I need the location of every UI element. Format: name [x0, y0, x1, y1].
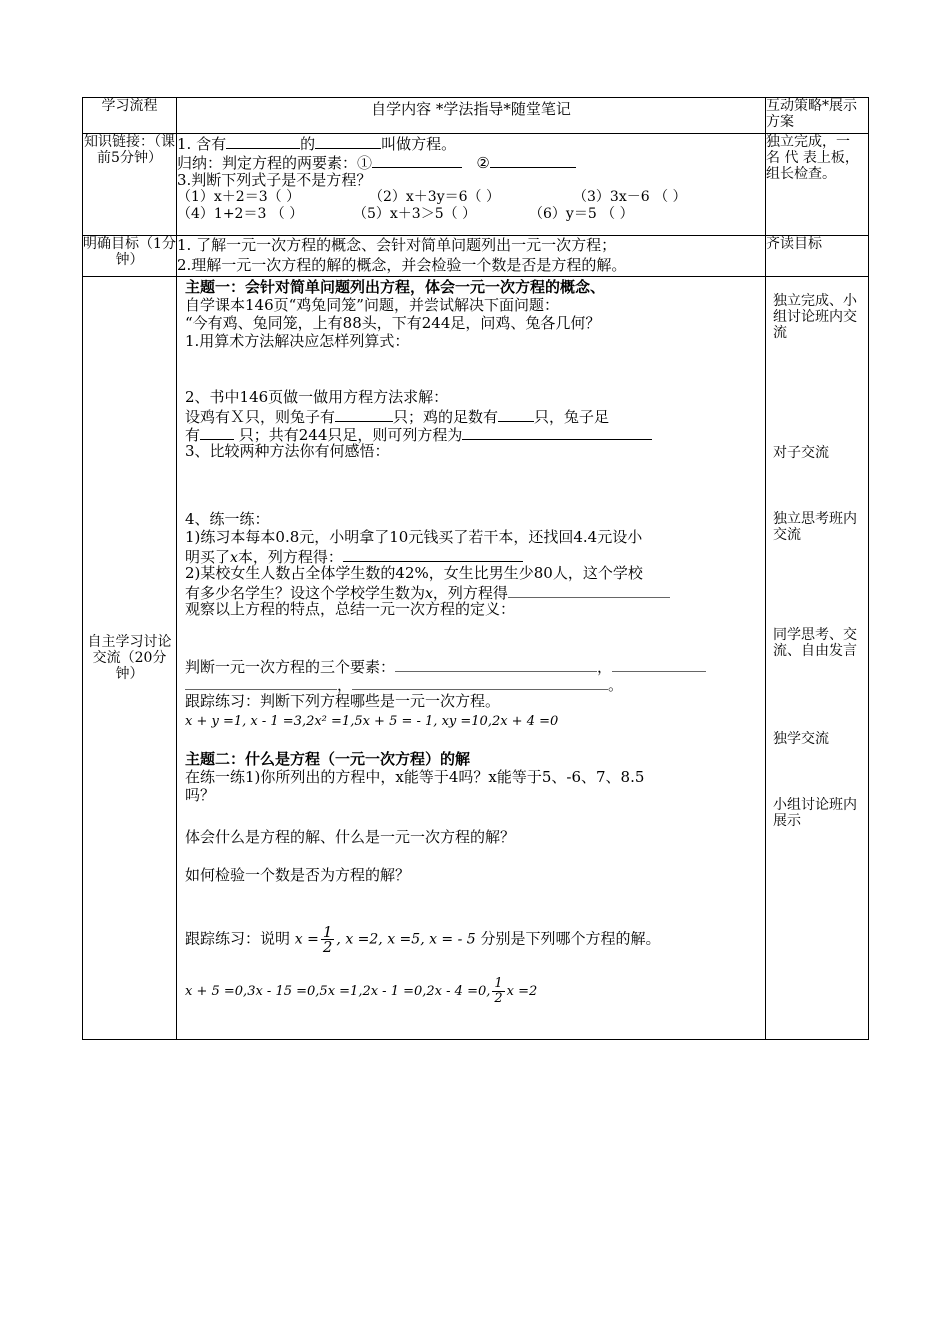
study-content — [177, 277, 766, 1040]
knowledge-line-2: 归纳：判定方程的两要素：① ② — [177, 153, 765, 172]
blank — [498, 407, 534, 422]
study-strategy — [766, 277, 869, 1040]
study-paragraph: 有多少名学生？设这个学校学生数为x，列方程得 — [185, 583, 670, 603]
header-row — [83, 98, 869, 134]
header-process: 学习流程 — [83, 98, 177, 134]
goals-content — [177, 236, 766, 277]
goal-2: 2.理解一元一次方程的解的概念，并会检验一个数是否是方程的解。 — [177, 256, 627, 274]
knowledge-strategy: 独立完成，一 名 代 表上板，组长检查。 — [766, 134, 869, 236]
blank — [612, 657, 706, 672]
goals-label: 明确目标（1分钟） — [83, 236, 177, 277]
knowledge-line-4: （1）x＋2＝3（ ） （2）x＋3y＝6（ ） （3）3x－6 （ ） — [177, 189, 687, 205]
equation-list-1: x + y =1, x - 1 =3,2x² =1,5x + 5 = - 1, xy =10,2x + 4 =0 — [185, 714, 559, 729]
knowledge-row — [83, 134, 869, 236]
study-label: 自主学习讨论交流（20分钟） — [83, 277, 177, 1040]
blank — [200, 425, 234, 440]
study-paragraph: 观察以上方程的特点，总结一元一次方程的定义： — [185, 600, 516, 618]
blank — [462, 425, 652, 440]
strategy-note: 独立完成、小组讨论班内交流 — [773, 293, 857, 341]
study-paragraph: “今有鸡、兔同笼，上有88头，下有244足，问鸡、兔各几何？ — [185, 314, 601, 332]
blank — [352, 675, 608, 690]
fraction-one-half: $\frac{1}{2}$ — [322, 923, 333, 956]
study-paragraph: ， 。 — [185, 675, 623, 694]
study-paragraph: 如何检验一个数是否为方程的解？ — [185, 866, 411, 884]
study-paragraph: 体会什么是方程的解、什么是一元一次方程的解？ — [185, 828, 516, 846]
knowledge-line-3: 3.判断下列式子是不是方程？ — [177, 171, 372, 189]
fraction-one-half: $\frac{1}{2}$ — [494, 976, 503, 1006]
study-paragraph: 吗？ — [185, 786, 216, 804]
study-paragraph: 2)某校女生人数占全体学生数的42%，女生比男生少80人，这个学校 — [185, 564, 643, 582]
header-content: 自学内容 *学法指导*随堂笔记 — [177, 98, 766, 134]
blank — [508, 583, 670, 598]
blank — [490, 153, 576, 168]
study-paragraph: 判断一元一次方程的三个要素： ， — [185, 657, 706, 676]
study-paragraph: 2、书中146页做一做用方程方法求解： — [185, 388, 449, 406]
study-paragraph: 明买了x本，列方程得： — [185, 547, 523, 567]
blank — [372, 153, 462, 168]
blank — [395, 657, 597, 672]
strategy-note: 小组讨论班内展示 — [773, 797, 857, 829]
study-plan-table — [82, 97, 869, 1040]
goals-row — [83, 236, 869, 277]
study-paragraph: 自学课本146页“鸡兔同笼”问题，并尝试解决下面问题： — [185, 296, 559, 314]
knowledge-line-5: （4）1+2＝3 （ ） （5）x＋3＞5（ ） （6）y＝5 （ ） — [177, 206, 634, 222]
topic-1-title: 主题一：会针对简单问题列出方程，体会一元一次方程的概念、 — [185, 278, 606, 296]
goals-strategy: 齐读目标 — [766, 236, 869, 277]
blank — [315, 134, 381, 149]
strategy-note: 同学思考、交流、自由发言 — [773, 627, 857, 659]
blank — [185, 675, 337, 690]
goal-1: 1. 了解一元一次方程的概念、会针对简单问题列出一元一次方程； — [177, 236, 617, 254]
blank — [226, 134, 300, 149]
study-paragraph: 1)练习本每本0.8元，小明拿了10元钱买了若干本，还找回4.4元设小 — [185, 528, 643, 546]
strategy-note: 独学交流 — [773, 731, 829, 747]
knowledge-label: 知识链接：（课前5分钟） — [83, 134, 177, 236]
blank — [335, 407, 393, 422]
knowledge-line-1: 1. 含有 的 叫做方程。 — [177, 135, 457, 153]
strategy-note: 独立思考班内交流 — [773, 511, 857, 543]
knowledge-content — [177, 134, 766, 236]
blank — [343, 547, 523, 562]
study-paragraph: 3、比较两种方法你有何感悟： — [185, 442, 390, 460]
study-paragraph: 有 只；共有244只足，则可列方程为 — [185, 425, 652, 444]
study-paragraph: 在练一练1)你所列出的方程中，x能等于4吗？x能等于5、-6、7、8.5 — [185, 768, 645, 786]
study-paragraph: 1.用算术方法解决应怎样列算式： — [185, 332, 410, 350]
study-row — [83, 277, 869, 1040]
strategy-note: 对子交流 — [773, 445, 829, 461]
topic-2-title: 主题二：什么是方程（一元一次方程）的解 — [185, 750, 471, 768]
header-strategy: 互动策略*展示方案 — [766, 98, 869, 134]
study-paragraph: 4、练一练： — [185, 510, 270, 528]
study-paragraph: 跟踪练习：判断下列方程哪些是一元一次方程。 — [185, 692, 501, 710]
study-paragraph: 设鸡有Ｘ只，则兔子有 只；鸡的足数有 只，兔子足 — [185, 408, 610, 426]
equation-list-2: x + 5 =0,3x - 15 =0,5x =1,2x - 1 =0,2x - 4 =0, $\frac{1}{2}$ x =2 — [185, 976, 538, 1006]
study-paragraph: 跟踪练习：说明 x = $\frac{1}{2}$ , x =2, x =5, x = - 5 分别是下列哪个方程的解。 — [185, 923, 661, 956]
